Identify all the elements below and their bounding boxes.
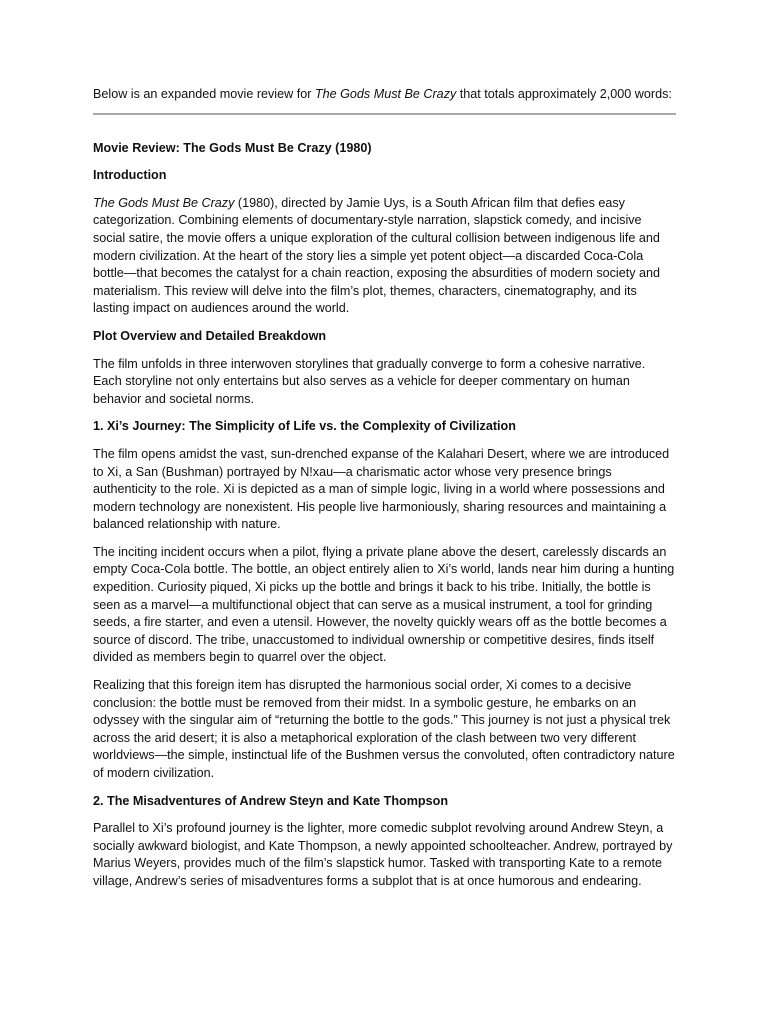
introduction-paragraph bbox=[93, 195, 676, 318]
preamble-text bbox=[93, 86, 676, 104]
heading-plot-overview: Plot Overview and Detailed Breakdown bbox=[93, 328, 327, 343]
plot-paragraph: The film unfolds in three interwoven storylines that gradually converge to form a cohesive narrative. Each storyline not only entertains but also serves as a vehicle for deeper commentary on human behavior and societal norms. bbox=[93, 356, 646, 406]
horizontal-rule bbox=[93, 113, 676, 115]
andrew-paragraph-1: Parallel to Xi’s profound journey is the lighter, more comedic subplot revolving around Andrew Steyn, a socially awkward biologist, and Kate Thompson, a newly appointed schoolteacher. Andrew, portrayed by Marius Weyers, provides much of the film’s slapstick humor. Tasked with transporting Kate to a remote village, Andrew’s series of misadventures forms a subplot that is at once humorous and endearing. bbox=[93, 821, 673, 888]
xi-paragraph-2: The inciting incident occurs when a pilot, flying a private plane above the desert, carelessly discards an empty Coca-Cola bottle. The bottle, an object entirely alien to Xi’s world, lands near him during a hunting expedition. Curiosity piqued, Xi picks up the bottle and brings it back to his tribe. Initially, the bottle is seen as a marvel—a multifunctional object that can serve as a musical instrument, a tool for grinding seeds, a fire starter, and even a utensil. However, the novelty quickly wears off as the bottle becomes a source of discord. The tribe, unaccustomed to individual ownership or competitive desires, finds itself divided as members begin to quarrel over the object. bbox=[93, 544, 675, 665]
review-title: Movie Review: The Gods Must Be Crazy (1980) bbox=[93, 140, 372, 155]
heading-andrew-kate: 2. The Misadventures of Andrew Steyn and Kate Thompson bbox=[93, 793, 449, 808]
document-page bbox=[93, 86, 676, 901]
introduction-film-title: The Gods Must Be Crazy bbox=[93, 195, 235, 210]
heading-introduction: Introduction bbox=[93, 168, 167, 183]
introduction-text: (1980), directed by Jamie Uys, is a South African film that defies easy categorization. Combining elements of documentary-style narration, slapstick comedy, and incisive social satire, the movie offers a unique exploration of the cultural collision between indigenous life and modern civilization. At the heart of the story lies a simple yet potent object—a discarded Coca-Cola bottle—that becomes the catalyst for a chain reaction, exposing the absurdities of modern society and materialism. This review will delve into the film’s plot, themes, characters, cinematography, and its lasting impact on audiences around the world. bbox=[93, 195, 661, 316]
heading-xi-journey: 1. Xi’s Journey: The Simplicity of Life vs. the Complexity of Civilization bbox=[93, 419, 516, 434]
preamble-before: Below is an expanded movie review for bbox=[93, 87, 315, 101]
xi-paragraph-3: Realizing that this foreign item has disrupted the harmonious social order, Xi comes to a decisive conclusion: the bottle must be removed from their midst. In a symbolic gesture, he embarks on an odyssey with the singular aim of “returning the bottle to the gods.” This journey is not just a physical trek across the arid desert; it is also a metaphorical exploration of the clash between two very different worldviews—the simple, instinctual life of the Bushmen versus the convoluted, often contradictory nature of modern civilization. bbox=[93, 678, 675, 780]
preamble-film-title: The Gods Must Be Crazy bbox=[314, 87, 457, 101]
xi-paragraph-1: The film opens amidst the vast, sun-drenched expanse of the Kalahari Desert, where we are introduced to Xi, a San (Bushman) portrayed by N!xau—a charismatic actor whose very presence brings authenticity to the role. Xi is depicted as a man of simple logic, living in a world where possessions and modern technology are nonexistent. His people live harmoniously, sharing resources and maintaining a balanced relationship with nature. bbox=[93, 446, 670, 532]
preamble-after: that totals approximately 2,000 words: bbox=[456, 87, 672, 101]
